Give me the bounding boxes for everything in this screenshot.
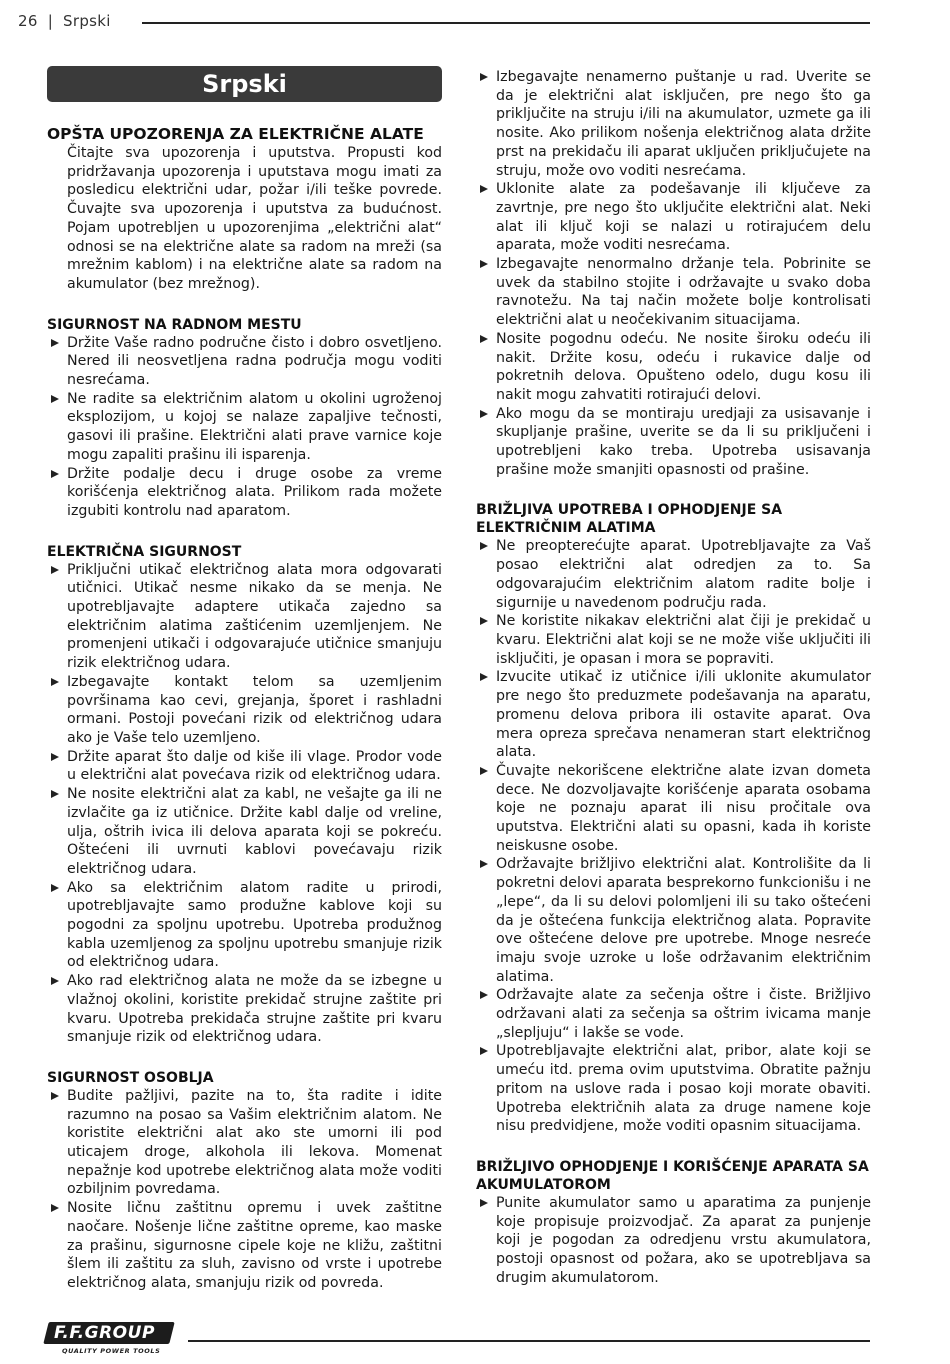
bullet-triangle-icon <box>480 73 488 81</box>
list-item <box>47 1199 442 1293</box>
list-item-text: Držite aparat što dalje od kiše ili vlage. Prodor vode u električni alat povećava rizik od električnog udara. <box>67 748 442 784</box>
list-item <box>47 390 442 465</box>
list-item <box>47 561 442 673</box>
list-item <box>47 879 442 973</box>
list-item <box>476 762 871 856</box>
bullet-triangle-icon <box>51 977 59 985</box>
section-title-workplace: SIGURNOST NA RADNOM MESTU <box>47 316 302 333</box>
bullet-triangle-icon <box>51 790 59 798</box>
battery-list <box>476 1194 871 1288</box>
list-item-text: Održavajte alate za sečenja oštre i čiste. Brižljivo održavani alati za sečenja sa oštrim ivicama manje „slepljuju“ i lakše se vode. <box>496 987 871 1041</box>
bullet-triangle-icon <box>51 566 59 574</box>
list-item-text: Čuvajte nekorišcene električne alate izvan dometa dece. Ne dozvoljavajte korišćenje aparata osobama koje ne poznaju aparat ili nisu pročitale ova uputstva. Električni alati su opasni, kada ih koriste neiskusne osobe. <box>496 762 871 854</box>
list-item <box>47 748 442 785</box>
list-item <box>47 1087 442 1199</box>
list-item <box>47 334 442 390</box>
list-item <box>476 255 871 330</box>
list-item-text: Ne nosite električni alat za kabl, ne vešajte ga ili ne izvlačite ga iz utičnice. Držite kabl dalje od vreline, ulja, oštrih ivica ili delova aparata koji se pokreću. Oštećeni ili uvrnuti kablovi povećavaju rizik električnog udara. <box>67 786 442 877</box>
list-item-text: Ako mogu da se montiraju uredjaji za usisavanje i skupljanje prašine, uverite se da li su priključeni i upotrebljeni kako treba. Upotreba usisavanja prašine može smanjiti opasnosti od prašine. <box>496 405 871 478</box>
list-item <box>476 1194 871 1288</box>
list-item <box>476 330 871 405</box>
bullet-triangle-icon <box>480 260 488 268</box>
personal-continued-list <box>476 68 871 479</box>
list-item-text: Ako sa električnim alatom radite u prirodi, upotrebljavajte samo produžne kablove koji su pogodni za spoljnu upotrebu. Upotreba produžnog kabla uzemljenog za spoljnu upotrebu smanjuje rizik od električnog udara. <box>67 879 442 971</box>
list-item <box>47 785 442 879</box>
list-item-text: Držite podalje decu i druge osobe za vreme korišćenja električnog alata. Prilikom rada možete izgubiti kontrolu nad aparatom. <box>67 465 442 519</box>
bullet-triangle-icon <box>51 470 59 478</box>
list-item-text: Izbegavajte kontakt telom sa uzemljenim površinama kao cevi, grejanja, šporet i rashladni ormani. Postoji povećani rizik od električnog udara ako je Vaše telo uzemljeno. <box>67 673 442 746</box>
section-title-battery: BRIŽLJIVO OPHODJENJE I KORIŠĆENJE APARATA SA AKUMULATOROM <box>476 1158 869 1193</box>
list-item <box>476 986 871 1042</box>
list-item <box>476 855 871 986</box>
list-item-text: Budite pažljivi, pazite na to, šta radite i idite razumno na posao sa Vašim električnim alatom. Ne koristite električni alat ako ste umorni ili pod uticajem droge, alkohola ili lekova. Momenat nepažnje kod upotrebe električnog alata može voditi ozbiljnim povredama. <box>67 1087 442 1198</box>
language-banner: Srpski <box>47 66 442 102</box>
section-title-general: OPŠTA UPOZORENJA ZA ELEKTRIČNE ALATE <box>47 125 424 143</box>
list-item-text: Održavajte brižljivo električni alat. Kontrolišite da li pokretni delovi aparata besprekorno funkcionišu i ne „lepe“, da li su delovi polomljeni ili su tako oštećeni da je oštećena funkcija električnog alata. Popravite ove oštećene delove pre upotrebe. Mnoge nesreće imaju svoje uzroke u loše održavanim električnim alatima. <box>496 856 871 985</box>
bullet-triangle-icon <box>480 1047 488 1055</box>
left-column <box>47 66 442 1315</box>
header-language: Srpski <box>63 12 111 30</box>
bullet-triangle-icon <box>480 673 488 681</box>
footer-rule <box>188 1340 870 1342</box>
bullet-triangle-icon <box>480 767 488 775</box>
logo-tagline: QUALITY POWER TOOLS <box>62 1347 161 1355</box>
bullet-triangle-icon <box>480 185 488 193</box>
header-separator: | <box>47 12 54 30</box>
bullet-triangle-icon <box>51 753 59 761</box>
list-item-text: Držite Vaše radno područne čisto i dobro osvetljeno. Nered ili neosvetljena radna područja mogu voditi nesrećama. <box>67 334 442 389</box>
section-title-personal: SIGURNOST OSOBLJA <box>47 1069 214 1086</box>
bullet-triangle-icon <box>480 542 488 550</box>
bullet-triangle-icon <box>51 395 59 403</box>
right-column <box>476 68 871 1309</box>
list-item <box>476 668 871 762</box>
section-title-careful-use: BRIŽLJIVA UPOTREBA I OPHODJENJE SA ELEKTRIČNIM ALATIMA <box>476 502 783 537</box>
bullet-triangle-icon <box>51 339 59 347</box>
list-item-text: Ne koristite nikakav električni alat čiji je prekidač u kvaru. Električni alat koji se ne može više uključiti ili isključiti, je opasan i mora se popraviti. <box>496 613 871 667</box>
list-item-text: Ako rad električnog alata ne može da se izbegne u vlažnoj okolini, koristite prekidač strujne zaštite pri kvaru. Upotreba prekidača strujne zaštite pri kvaru smanjuje rizik od električnog udara. <box>67 973 442 1046</box>
bullet-triangle-icon <box>480 860 488 868</box>
list-item-text: Upotrebljavajte električni alat, pribor, alate koji se umeću itd. prema ovim uputstvima. Obratite pažnju pritom na uslove rada i posao koji morate obaviti. Upotreba električnih alata za druge namene koje nisu predvidjene, može voditi opasnim situacijama. <box>496 1043 871 1135</box>
list-item-text: Ne radite sa električnim alatom u okolini ugroženoj eksplozijom, u kojoj se nalaze zapaljive tečnosti, gasovi ili prašine. Električni alati prave varnice koje mogu zapaliti prašinu ili isparenja. <box>67 390 442 463</box>
list-item-text: Izbegavajte nenormalno držanje tela. Pobrinite se uvek da stabilno stojite i održavajte u svako doba ravnotežu. Na taj način možete bolje kontrolisati električni alat u neočekivanim situacijama. <box>496 256 871 329</box>
list-item-text: Punite akumulator samo u aparatima za punjenje koje propisuje proizvodjač. Za aparat za punjenje koji je pogodan za odredjenu vrstu akumulatora, postoji opasnost od požara, ako se upotrebljava sa drugim akumulatorom. <box>496 1194 871 1286</box>
list-item <box>476 537 871 612</box>
logo-text: F.F.GROUP <box>54 1323 155 1343</box>
section-title-electrical: ELEKTRIČNA SIGURNOST <box>47 543 242 560</box>
list-item <box>476 68 871 180</box>
bullet-triangle-icon <box>480 617 488 625</box>
list-item-text: Izbegavajte nenamerno puštanje u rad. Uverite se da je električni alat isključen, pre nego što ga priključite na struju i/ili na akumulator, uzmete ga ili nosite. Ako prilikom nošenja električnog alata držite prst na prekidaču ili aparat uključen priključujete na struju, može ovo voditi nesrećama. <box>496 69 871 179</box>
bullet-triangle-icon <box>480 410 488 418</box>
list-item-text: Ne preopterećujte aparat. Upotrebljavajte za Vaš posao električni alat odredjen za to. Sa odgovarajućim električnim alatom radite bolje i sigurnije u navedenom području rada. <box>496 538 871 611</box>
page-number: 26 <box>18 12 38 30</box>
list-item-text: Priključni utikač električnog alata mora odgovarati utičnici. Utikač nesme nikako da se menja. Ne upotrebljavajte adaptere utikača zajedno sa električnim alatima zaštićenim uzemljenjem. Ne promenjeni utikači i odgovarajuće utičnice smanjuju rizik električnog udara. <box>67 561 442 672</box>
list-item <box>476 1042 871 1136</box>
bullet-triangle-icon <box>51 1092 59 1100</box>
workplace-list <box>47 334 442 521</box>
bullet-triangle-icon <box>480 991 488 999</box>
personal-list <box>47 1087 442 1293</box>
list-item <box>476 612 871 668</box>
list-item <box>476 180 871 255</box>
list-item <box>47 465 442 521</box>
general-warnings-text: Čitajte sva upozorenja i uputstva. Propusti kod pridržavanja upozorenja i uputstava mogu imati za posledicu električni udar, požar i/ili teške povrede. Čuvajte sva upozorenja i uputstva za budućnost. Pojam upotrebljen u upozorenjima „električni alat“ odnosi se na električne alate sa radom na mreži (sa mrežnim kablom) i na električne alate sa radom na akumulator (bez mrežnog). <box>67 145 442 292</box>
list-item <box>47 972 442 1047</box>
list-item-text: Izvucite utikač iz utičnice i/ili uklonite akumulator pre nego što preduzmete podešavanja na aparatu, promenu delova pribora ili ostavite aparat. Ova mera opreza sprečava nenameran start električnog alata. <box>496 669 871 761</box>
list-item-text: Uklonite alate za podešavanje ili ključeve za zavrtnje, pre nego što uključite električni alat. Neki alat ili ključ koji se nalazi u rotirajućem delu aparata, može voditi nesrećama. <box>496 181 871 254</box>
bullet-triangle-icon <box>51 678 59 686</box>
electrical-list <box>47 561 442 1047</box>
list-item-text: Nosite ličnu zaštitnu opremu i uvek zaštitne naočare. Nošenje lične zaštitne opreme, kao maske za prašinu, sigurnosne cipele koje ne kližu, zaštitni šlem ili zaštitu za sluh, zavisno od vrste i upotrebe električnog alata, smanjuju rizik od povreda. <box>67 1200 442 1291</box>
bullet-triangle-icon <box>51 1204 59 1212</box>
bullet-triangle-icon <box>480 1199 488 1207</box>
ffgroup-logo <box>46 1322 174 1360</box>
page-header <box>18 12 111 30</box>
list-item <box>476 405 871 480</box>
header-rule <box>142 22 870 24</box>
careful-use-list <box>476 537 871 1136</box>
list-item <box>47 673 442 748</box>
bullet-triangle-icon <box>51 884 59 892</box>
bullet-triangle-icon <box>480 335 488 343</box>
list-item-text: Nosite pogodnu odeću. Ne nosite široku odeću ili nakit. Držite kosu, odeću i rukavice dalje od pokretnih delova. Opušteno odelo, dugu kosu ili nakit mogu zahvatiti rotirajući delovi. <box>496 330 871 403</box>
